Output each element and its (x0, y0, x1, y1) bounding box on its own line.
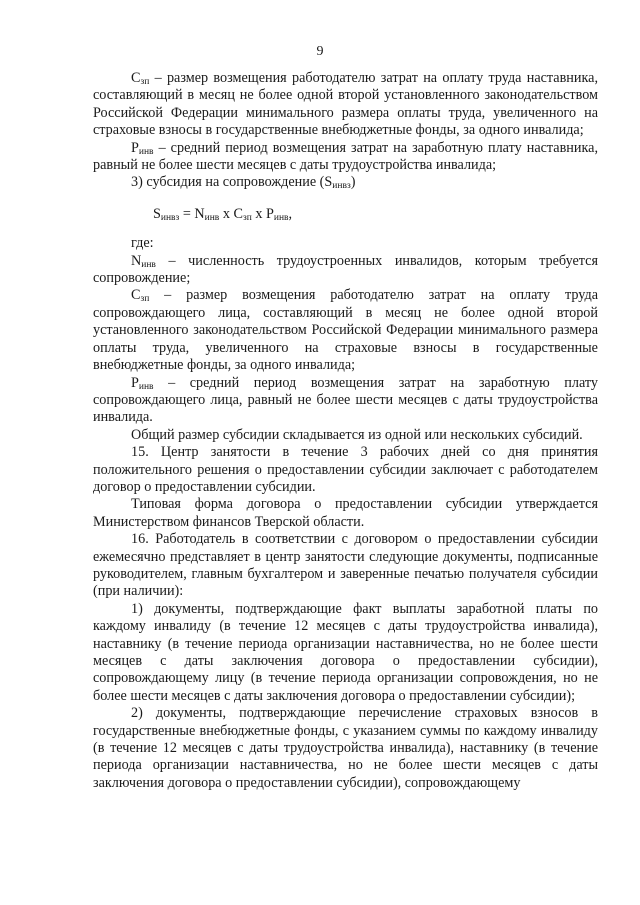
subscript-inv: инв (138, 146, 154, 157)
paragraph-16-item-1: 1) документы, подтверждающие факт выплаты заработной платы по каждому инвалиду (в течение 12 месяцев с даты трудоустройства инвалида), наставнику (в течение периода организации наставничества, но не более шести месяцев с даты заключения договора о предоставлении субсидии), сопровождающему лицу (в течение периода организации сопровождения, но не более шести месяцев с даты заключения договора о предоставлении субсидии); (93, 600, 598, 704)
paragraph-15: 15. Центр занятости в течение 3 рабочих дней со дня принятия положительного решения о предоставлении субсидии заключает с работодателем договор о предоставлении субсидии. (93, 444, 598, 495)
paragraph-text: – размер возмещения работодателю затрат на оплату труда сопровождающего лица, составляющий в месяц не более одной второй установленного законодательством Российской Федерации минимального размера оплаты труда, увеличенного на страховые взносы в государственные внебюджетные фонды, за одного инвалида; (93, 287, 598, 374)
symbol-p: P (131, 374, 139, 391)
paragraph-text: – средний период возмещения затрат на заработную плату сопровождающего лица, равный не более шести месяцев с даты трудоустройства инвалида. (93, 374, 598, 426)
paragraph-pinv-mentor (93, 140, 598, 175)
formula-times: x C (219, 205, 243, 222)
paragraph-text: ) (350, 174, 356, 191)
paragraph-subsidy-support (93, 174, 598, 191)
formula (93, 206, 598, 223)
paragraph-czp-mentor (93, 70, 598, 140)
subscript-invz: инвз (160, 212, 180, 223)
formula-times: x P (251, 205, 274, 222)
formula-s: S (153, 205, 161, 222)
paragraph-text: – средний период возмещения затрат на заработную плату наставника, равный не более шести месяцев с даты трудоустройства инвалида; (93, 139, 598, 174)
subscript-zp: зп (140, 77, 150, 87)
paragraph-16-item-2: 2) документы, подтверждающие перечисление страховых взносов в государственные внебюджетные фонды, с указанием суммы по каждому инвалиду (в течение 12 месяцев с даты трудоустройства инвалида), наставнику (в течение периода организации наставничества, но не более шести месяцев с даты заключения договора о предоставлении субсидии), сопровождающему (93, 705, 598, 791)
subscript-inv: инв (273, 212, 289, 223)
paragraph-text: – численность трудоустроенных инвалидов, которым требуется сопровождение; (93, 252, 598, 287)
symbol-p: P (131, 139, 139, 156)
paragraph-ninv (93, 253, 598, 288)
document-body (93, 70, 598, 792)
where-label: где: (131, 235, 154, 252)
symbol-n: N (131, 252, 142, 269)
subscript-inv: инв (204, 212, 220, 223)
symbol-c: C (131, 70, 141, 86)
subscript-invz: инвз (332, 181, 351, 192)
paragraph-text: 3) субсидия на сопровождение (S (131, 174, 333, 191)
subscript-inv: инв (141, 259, 156, 270)
formula-end: , (288, 205, 293, 222)
subscript-zp: зп (140, 294, 150, 305)
paragraph-text: – размер возмещения работодателю затрат на оплату труда наставника, составляющий в месяц не более одной второй установленного законодательством Российской Федерации минимального размера оплаты труда, увеличенного на страховые взносы в государственные внебюджетные фонды, за одного инвалида; (93, 70, 598, 139)
symbol-c: C (131, 287, 141, 304)
paragraph-16: 16. Работодатель в соответствии с договором о предоставлении субсидии ежемесячно представляет в центр занятости следующие документы, подписанные руководителем, главным бухгалтером и заверенные печатью получателя субсидии (при наличии): (93, 531, 598, 600)
paragraph-pinv-escort (93, 375, 598, 427)
formula-eq: = N (179, 205, 205, 222)
paragraph-czp-escort (93, 287, 598, 374)
subscript-zp: зп (242, 212, 252, 223)
paragraph-standard-form: Типовая форма договора о предоставлении субсидии утверждается Министерством финансов Тверской области. (93, 496, 598, 530)
paragraph-total-subsidy: Общий размер субсидии складывается из одной или нескольких субсидий. (131, 426, 583, 443)
subscript-inv: инв (138, 381, 154, 392)
page-number: 9 (316, 44, 324, 59)
